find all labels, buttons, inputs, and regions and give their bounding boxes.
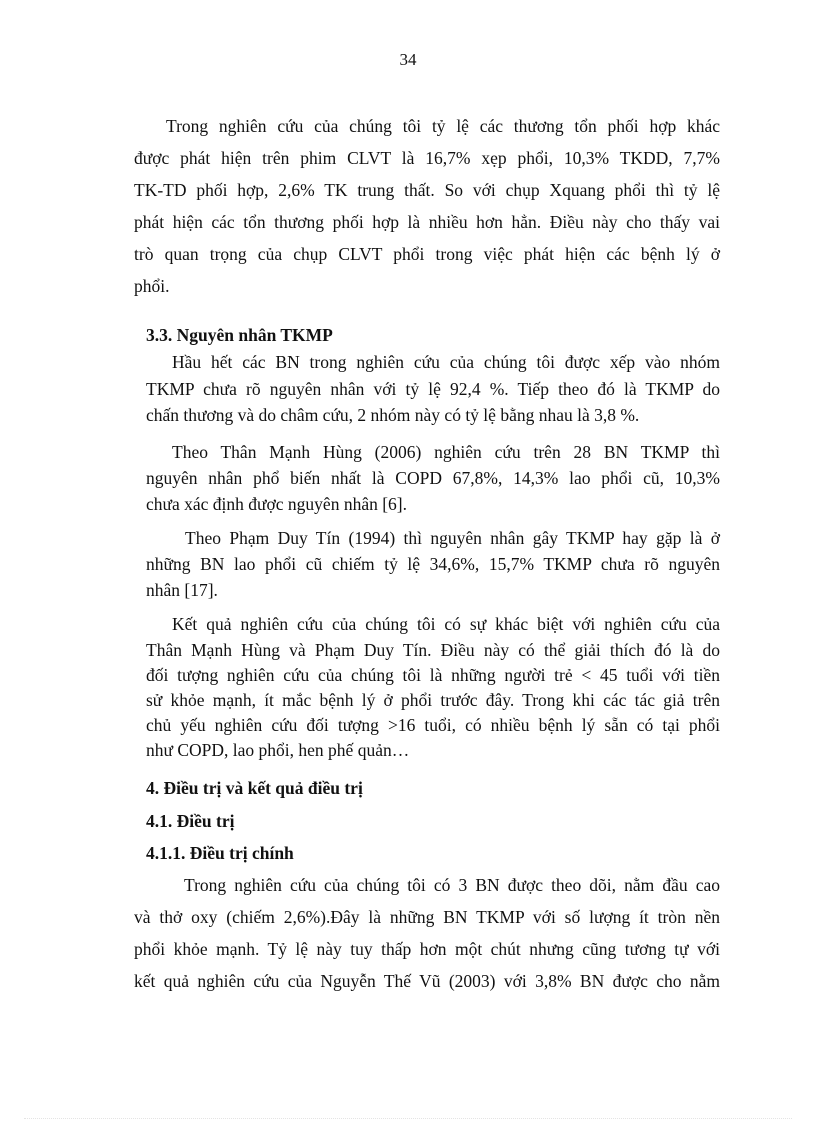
text-line: phát hiện các tổn thương phối hợp là nhiều hơn hẳn. Điều này cho thấy vai bbox=[134, 212, 720, 232]
text-line: phổi. bbox=[134, 276, 170, 296]
text-line: Trong nghiên cứu của chúng tôi có 3 BN được theo dõi, nằm đầu cao bbox=[184, 875, 720, 895]
text-line: đối tượng nghiên cứu của chúng tôi là những người trẻ < 45 tuổi với tiền bbox=[146, 665, 720, 685]
text-line: những BN lao phổi cũ chiếm tỷ lệ 34,6%, 15,7% TKMP chưa rõ nguyên bbox=[146, 554, 720, 574]
text-line: TKMP chưa rõ nguyên nhân với tỷ lệ 92,4 %. Tiếp theo đó là TKMP do bbox=[146, 379, 720, 399]
subsection-heading: 4.1. Điều trị bbox=[146, 811, 235, 831]
text-line: chưa xác định được nguyên nhân [6]. bbox=[146, 494, 407, 514]
text-line: nguyên nhân phổ biến nhất là COPD 67,8%, 14,3% lao phổi cũ, 10,3% bbox=[146, 468, 720, 488]
text-line: phổi khỏe mạnh. Tỷ lệ này tuy thấp hơn một chút nhưng cũng tương tự với bbox=[134, 939, 720, 959]
text-line: nhân [17]. bbox=[146, 580, 218, 600]
section-heading: 4. Điều trị và kết quả điều trị bbox=[146, 778, 363, 798]
text-line: TK-TD phối hợp, 2,6% TK trung thất. So với chụp Xquang phổi thì tỷ lệ bbox=[134, 180, 720, 200]
text-line: trò quan trọng của chụp CLVT phổi trong việc phát hiện các bệnh lý ở bbox=[134, 244, 720, 264]
text-line: Trong nghiên cứu của chúng tôi tỷ lệ các thương tổn phối hợp khác bbox=[166, 116, 720, 136]
text-line: chấn thương và do châm cứu, 2 nhóm này có tỷ lệ bằng nhau là 3,8 %. bbox=[146, 405, 640, 425]
text-line: Theo Phạm Duy Tín (1994) thì nguyên nhân gây TKMP hay gặp là ở bbox=[185, 528, 720, 548]
text-line: như COPD, lao phổi, hen phế quản… bbox=[146, 740, 410, 760]
text-line: Theo Thân Mạnh Hùng (2006) nghiên cứu trên 28 BN TKMP thì bbox=[172, 442, 720, 462]
text-line: Hầu hết các BN trong nghiên cứu của chúng tôi được xếp vào nhóm bbox=[172, 352, 720, 372]
text-line: sử khỏe mạnh, ít mắc bệnh lý ở phổi trước đây. Trong khi các tác giả trên bbox=[146, 690, 720, 710]
text-line: chủ yếu nghiên cứu đối tượng >16 tuổi, có nhiều bệnh lý sẵn có tại phổi bbox=[146, 715, 720, 735]
text-line: được phát hiện trên phim CLVT là 16,7% xẹp phổi, 10,3% TKDD, 7,7% bbox=[134, 148, 720, 168]
text-line: Kết quả nghiên cứu của chúng tôi có sự khác biệt với nghiên cứu của bbox=[172, 614, 720, 634]
text-line: kết quả nghiên cứu của Nguyễn Thế Vũ (2003) với 3,8% BN được cho nằm bbox=[134, 971, 720, 991]
subsubsection-heading: 4.1.1. Điều trị chính bbox=[146, 843, 294, 863]
page-number: 34 bbox=[399, 50, 417, 69]
page-bottom-rule bbox=[24, 1118, 792, 1119]
text-line: và thở oxy (chiếm 2,6%).Đây là những BN TKMP với số lượng ít tròn nền bbox=[134, 907, 720, 927]
text-line: Thân Mạnh Hùng và Phạm Duy Tín. Điều này có thể giải thích đó là do bbox=[146, 640, 720, 660]
section-heading: 3.3. Nguyên nhân TKMP bbox=[146, 325, 333, 345]
